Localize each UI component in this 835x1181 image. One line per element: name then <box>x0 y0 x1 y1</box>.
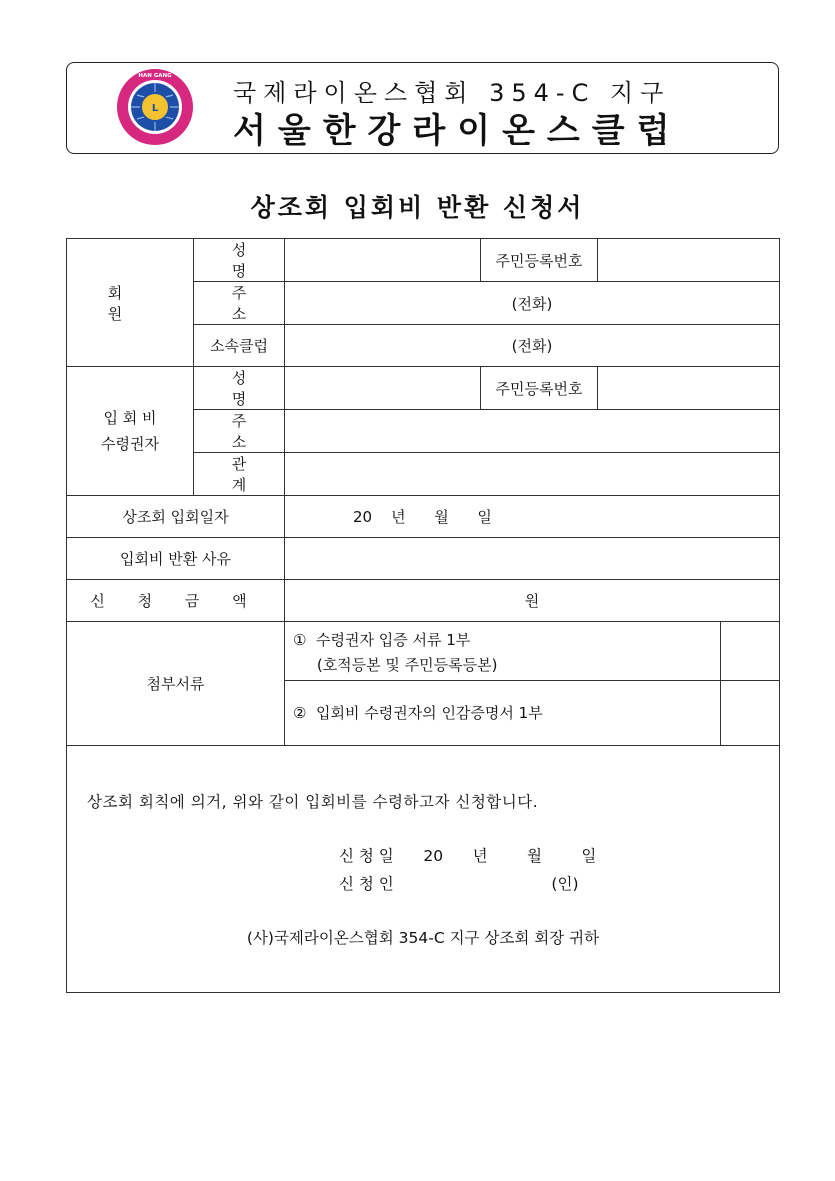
recipient-id-label: 주민등록번호 <box>481 367 598 410</box>
attachment-2-check-box[interactable] <box>721 681 779 745</box>
join-date-label: 상조회 입회일자 <box>67 496 285 538</box>
application-date-line: 신 청 일 20 년 월 일 <box>339 847 597 865</box>
attachments-label: 첨부서류 <box>67 622 285 746</box>
member-address-label: 주 소 <box>194 282 285 325</box>
member-id-label: 주민등록번호 <box>481 239 598 282</box>
recipient-id-field[interactable] <box>598 367 780 410</box>
club-name: 서울한강라이온스클럽 <box>233 111 682 151</box>
recipient-name-field[interactable] <box>285 367 481 410</box>
document-title: 상조회 입회비 반환 신청서 <box>250 193 585 222</box>
application-form <box>66 238 780 993</box>
recipient-relation-field[interactable] <box>285 453 780 496</box>
refund-reason-label: 입회비 반환 사유 <box>67 538 285 580</box>
attachment-2-title: ② 입회비 수령권자의 인감증명서 1부 <box>293 703 543 722</box>
member-group-label: 회 원 <box>67 239 194 367</box>
svg-text:HAN GANG: HAN GANG <box>138 73 172 79</box>
attachment-1-detail: (호적등본 및 주민등록등본) <box>293 656 498 674</box>
member-club-label: 소속클럽 <box>194 325 285 367</box>
organization-name: 국제라이온스협회 354-C 지구 <box>233 79 671 107</box>
recipient-address-field[interactable] <box>285 410 780 453</box>
attachment-item-2 <box>285 681 779 745</box>
refund-reason-field[interactable] <box>285 538 780 580</box>
attachment-1-check-box[interactable] <box>721 622 779 680</box>
declaration-section <box>67 746 780 993</box>
attachments-list <box>285 622 780 746</box>
amount-unit: 원 <box>524 592 540 610</box>
applicant-signature-line: 신 청 인 (인) <box>339 875 579 893</box>
declaration-text: 상조회 회칙에 의거, 위와 같이 입회비를 수령하고자 신청합니다. <box>87 793 539 811</box>
amount-label: 신 청 금 액 <box>67 580 285 622</box>
member-club-field[interactable] <box>285 325 780 367</box>
letterhead <box>66 62 779 154</box>
svg-text:L: L <box>151 103 159 114</box>
join-date-field[interactable]: 20 년 월 일 <box>285 496 780 538</box>
addressee: (사)국제라이온스협회 354-C 지구 상조회 회장 귀하 <box>246 929 600 947</box>
member-name-field[interactable] <box>285 239 481 282</box>
recipient-name-label: 성 명 <box>194 367 285 410</box>
recipient-address-label: 주 소 <box>194 410 285 453</box>
amount-field[interactable] <box>285 580 780 622</box>
club-phone-label: (전화) <box>511 337 553 355</box>
member-id-field[interactable] <box>598 239 780 282</box>
lions-club-logo <box>115 67 195 147</box>
recipient-group-label: 입 회 비 수령권자 <box>67 367 194 496</box>
attachment-1-title: ① 수령권자 입증 서류 1부 <box>293 631 471 649</box>
member-name-label: 성 명 <box>194 239 285 282</box>
recipient-relation-label: 관 계 <box>194 453 285 496</box>
attachment-item-1 <box>285 622 779 681</box>
member-address-field[interactable] <box>285 282 780 325</box>
member-phone-label: (전화) <box>511 294 553 313</box>
